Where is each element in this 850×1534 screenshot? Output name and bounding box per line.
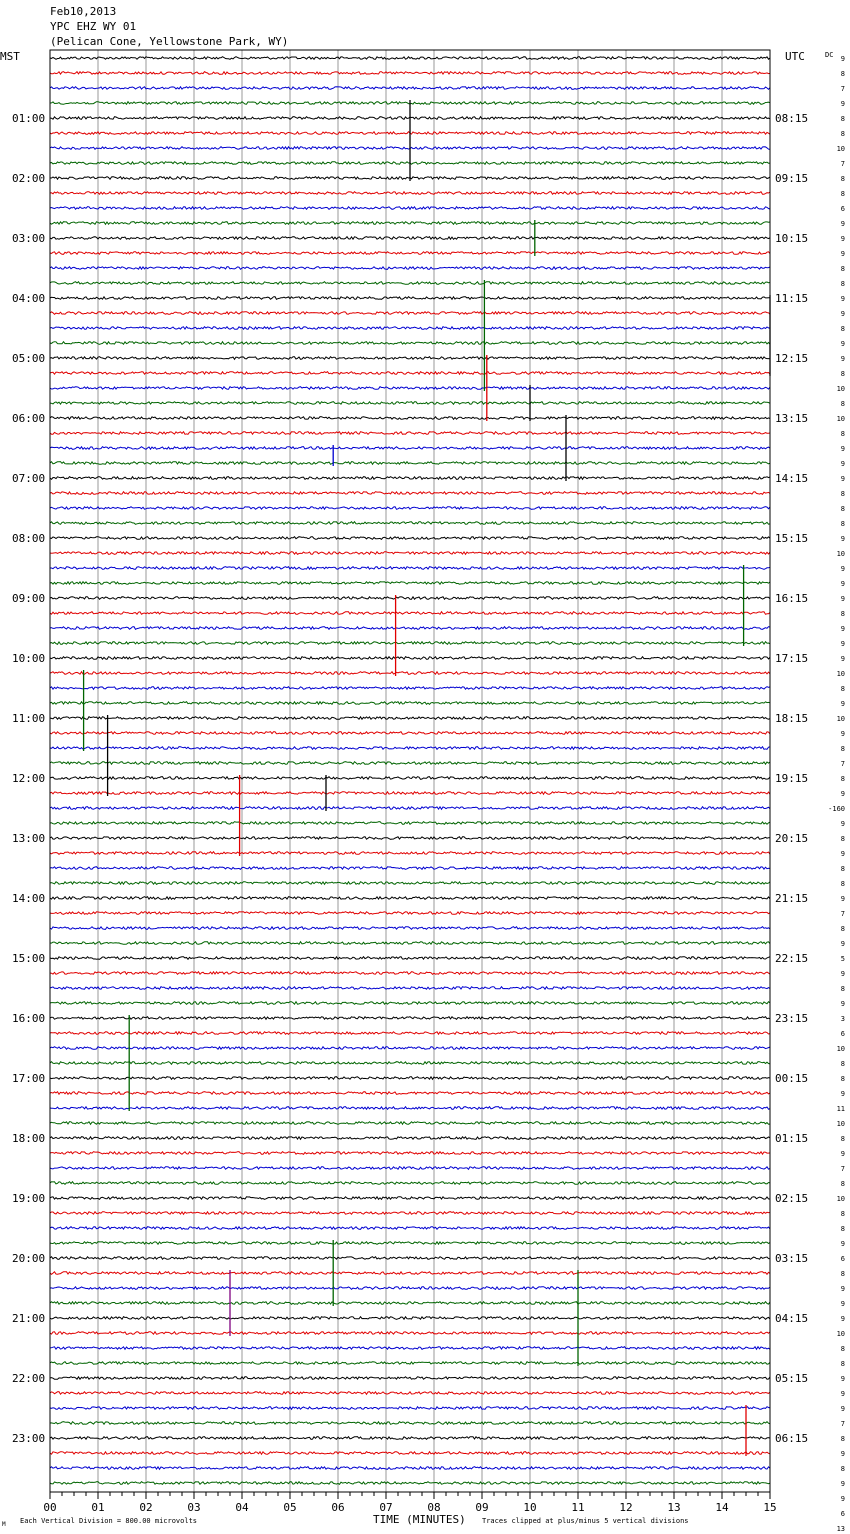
trace-row [50,537,770,540]
dc-offset: 10 [836,715,845,723]
trace-row [50,1422,770,1425]
utc-hour-label: 20:15 [775,832,809,845]
x-tick-label: 03 [187,1501,201,1514]
trace-row [50,1077,770,1080]
x-axis-label: TIME (MINUTES) [373,1513,466,1526]
utc-label: UTC [785,50,805,63]
trace-row [50,282,770,285]
trace-row [50,657,770,660]
mst-hour-label: 19:00 [12,1192,46,1205]
trace-row [50,447,770,450]
trace-row [50,1362,770,1365]
dc-offset: 9 [840,445,845,453]
trace-row [50,327,770,330]
trace-row [50,882,770,885]
dc-offset: 8 [840,1360,845,1368]
mst-hour-label: 05:00 [12,352,46,365]
dc-offset: 10 [836,1195,845,1203]
mst-hour-label: 13:00 [12,832,46,845]
mst-hour-label: 10:00 [12,652,46,665]
station-code: YPC EHZ WY 01 [50,20,137,33]
trace-row [50,897,770,900]
dc-offset: 9 [840,730,845,738]
trace-row [50,642,770,645]
mst-hour-label: 03:00 [12,232,46,245]
dc-offset: 8 [840,880,845,888]
mst-hour-label: 06:00 [12,412,46,425]
dc-offset: 8 [840,745,845,753]
dc-offset: 10 [836,385,845,393]
utc-hour-label: 22:15 [775,952,809,965]
trace-row [50,87,770,90]
dc-offset: 9 [840,355,845,363]
trace-row [50,1272,770,1275]
utc-hour-label: 04:15 [775,1312,809,1325]
trace-row [50,1437,770,1440]
dc-offset: 9 [840,220,845,228]
utc-hour-label: 21:15 [775,892,809,905]
trace-row [50,357,770,360]
dc-offset: 9 [840,535,845,543]
dc-offset: 8 [840,370,845,378]
trace-row [50,402,770,405]
x-tick-label: 15 [763,1501,777,1514]
trace-row [50,507,770,510]
dc-offset: 8 [840,190,845,198]
dc-offset: 6 [840,1030,845,1038]
trace-row [50,432,770,435]
dc-offset: 8 [840,985,845,993]
trace-row [50,972,770,975]
trace-row [50,1467,770,1470]
utc-hour-label: 19:15 [775,772,809,785]
utc-hour-label: 05:15 [775,1372,809,1385]
dc-offset: 5 [840,955,845,963]
utc-hour-label: 03:15 [775,1252,809,1265]
dc-offset: 9 [840,700,845,708]
dc-offset: 6 [840,205,845,213]
x-tick-label: 08 [427,1501,441,1514]
x-tick-label: 04 [235,1501,249,1514]
trace-row [50,1092,770,1095]
dc-offset: 8 [840,1135,845,1143]
dc-offset: 10 [836,1330,845,1338]
trace-row [50,312,770,315]
dc-offset: 9 [840,235,845,243]
mst-hour-label: 07:00 [12,472,46,485]
dc-offset: 8 [840,1075,845,1083]
minute-gridlines [98,50,722,1492]
utc-hour-label: 08:15 [775,112,809,125]
trace-row [50,192,770,195]
utc-hour-labels [775,112,808,1445]
dc-offset: 9 [840,250,845,258]
dc-offset: 6 [840,1255,845,1263]
dc-offset: 9 [840,1405,845,1413]
trace-row [50,837,770,840]
mst-hour-label: 09:00 [12,592,46,605]
dc-offset-labels [828,55,845,1534]
seismic-traces [50,57,770,1485]
trace-row [50,942,770,945]
dc-offset: 9 [840,340,845,348]
trace-row [50,822,770,825]
trace-row [50,522,770,525]
trace-row [50,1107,770,1110]
dc-offset: 9 [840,790,845,798]
trace-row [50,852,770,855]
dc-offset: 8 [840,610,845,618]
trace-row [50,267,770,270]
dc-offset: 9 [840,1000,845,1008]
utc-hour-label: 17:15 [775,652,809,665]
trace-row [50,72,770,75]
dc-offset: 7 [840,1165,845,1173]
mst-hour-label: 16:00 [12,1012,46,1025]
trace-row [50,912,770,915]
trace-row [50,1212,770,1215]
mst-hour-label: 17:00 [12,1072,46,1085]
dc-offset: 9 [840,640,845,648]
dc-offset: 8 [840,1345,845,1353]
utc-hour-label: 12:15 [775,352,809,365]
trace-row [50,1137,770,1140]
dc-offset: 9 [840,940,845,948]
trace-row [50,342,770,345]
trace-row [50,567,770,570]
trace-row [50,252,770,255]
trace-row [50,1257,770,1260]
trace-row [50,1407,770,1410]
dc-offset: 9 [840,1090,845,1098]
dc-offset: 8 [840,1210,845,1218]
dc-offset: 9 [840,1315,845,1323]
trace-row [50,1047,770,1050]
x-tick-label: 14 [715,1501,729,1514]
trace-row [50,1032,770,1035]
plot-frame [50,50,770,1492]
dc-offset: 8 [840,70,845,78]
dc-offset: 7 [840,160,845,168]
dc-offset: 8 [840,1435,845,1443]
trace-row [50,1167,770,1170]
mst-hour-label: 08:00 [12,532,46,545]
trace-row [50,687,770,690]
dc-offset: 9 [840,895,845,903]
trace-row [50,237,770,240]
trace-row [50,582,770,585]
trace-row [50,417,770,420]
trace-row [50,1452,770,1455]
mst-hour-label: 01:00 [12,112,46,125]
x-tick-label: 05 [283,1501,297,1514]
dc-offset: 9 [840,1375,845,1383]
mst-hour-labels [12,112,45,1445]
dc-offset: 9 [840,1495,845,1503]
dc-offset: 9 [840,475,845,483]
utc-hour-label: 11:15 [775,292,809,305]
trace-row [50,1197,770,1200]
x-tick-label: 09 [475,1501,489,1514]
dc-offset: 9 [840,625,845,633]
mst-hour-label: 04:00 [12,292,46,305]
dc-offset: 11 [836,1105,845,1113]
trace-row [50,627,770,630]
trace-row [50,702,770,705]
trace-row [50,1182,770,1185]
dc-offset: 8 [840,175,845,183]
dc-offset: 6 [840,1510,845,1518]
mst-hour-label: 14:00 [12,892,46,905]
trace-row [50,222,770,225]
trace-row [50,792,770,795]
trace-row [50,1242,770,1245]
x-tick-label: 01 [91,1501,105,1514]
x-tick-label: 02 [139,1501,153,1514]
dc-offset: 8 [840,490,845,498]
plot-date: Feb10,2013 [50,5,117,18]
trace-row [50,1332,770,1335]
trace-row [50,777,770,780]
dc-offset: 9 [840,970,845,978]
mst-hour-label: 23:00 [12,1432,46,1445]
utc-hour-label: 15:15 [775,532,809,545]
trace-row [50,867,770,870]
scale-note: Each Vertical Division = 800.00 microvolts [20,1517,198,1525]
utc-hour-label: 13:15 [775,412,809,425]
dc-offset: 9 [840,565,845,573]
dc-offset: 8 [840,685,845,693]
trace-row [50,1302,770,1305]
utc-hour-label: 02:15 [775,1192,809,1205]
utc-hour-label: 16:15 [775,592,809,605]
dc-offset: 9 [840,595,845,603]
dc-offset: 9 [840,1300,845,1308]
dc-offset: 9 [840,1150,845,1158]
trace-row [50,57,770,60]
dc-offset: 10 [836,145,845,153]
trace-row [50,1482,770,1485]
dc-offset: 9 [840,1390,845,1398]
dc-offset: 8 [840,280,845,288]
mst-hour-label: 15:00 [12,952,46,965]
trace-row [50,207,770,210]
utc-hour-label: 23:15 [775,1012,809,1025]
x-tick-label: 13 [667,1501,681,1514]
dc-offset: 8 [840,775,845,783]
utc-hour-label: 01:15 [775,1132,809,1145]
dc-offset: 10 [836,1120,845,1128]
x-tick-label: 12 [619,1501,633,1514]
dc-offset: 8 [840,1060,845,1068]
trace-row [50,1347,770,1350]
trace-row [50,957,770,960]
station-location: (Pelican Cone, Yellowstone Park, WY) [50,35,289,48]
mst-label: MST [0,50,20,63]
dc-offset: 10 [836,1045,845,1053]
dc-offset: 8 [840,400,845,408]
utc-hour-label: 18:15 [775,712,809,725]
trace-row [50,807,770,810]
dc-offset: 8 [840,1465,845,1473]
trace-row [50,1287,770,1290]
corner-mark: M [2,1521,6,1528]
dc-offset: 9 [840,100,845,108]
trace-row [50,987,770,990]
dc-offset: 8 [840,130,845,138]
trace-row [50,927,770,930]
dc-offset: -160 [828,805,845,813]
trace-row [50,672,770,675]
dc-offset: 9 [840,55,845,63]
mst-hour-label: 18:00 [12,1132,46,1145]
mst-hour-label: 22:00 [12,1372,46,1385]
trace-row [50,1152,770,1155]
trace-row [50,1122,770,1125]
trace-row [50,732,770,735]
x-tick-label: 00 [43,1501,57,1514]
mst-hour-label: 11:00 [12,712,46,725]
trace-row [50,552,770,555]
dc-offset: 9 [840,1240,845,1248]
mst-hour-label: 21:00 [12,1312,46,1325]
dc-offset: 7 [840,85,845,93]
dc-offset: 10 [836,670,845,678]
clip-note: Traces clipped at plus/minus 5 vertical divisions [482,1517,689,1525]
trace-row [50,747,770,750]
dc-offset: 8 [840,1180,845,1188]
utc-hour-label: 00:15 [775,1072,809,1085]
dc-offset: 8 [840,925,845,933]
utc-hour-label: 06:15 [775,1432,809,1445]
dc-offset: 9 [840,655,845,663]
x-tick-label: 07 [379,1501,393,1514]
utc-hour-label: 14:15 [775,472,809,485]
dc-offset: 8 [840,520,845,528]
trace-row [50,297,770,300]
dc-offset: 9 [840,850,845,858]
trace-row [50,477,770,480]
dc-offset: 8 [840,835,845,843]
dc-offset: 9 [840,460,845,468]
dc-offset: 9 [840,310,845,318]
dc-offset: 7 [840,910,845,918]
x-axis-ticks [43,1492,776,1514]
trace-row [50,372,770,375]
mst-hour-label: 20:00 [12,1252,46,1265]
dc-offset: 9 [840,295,845,303]
utc-hour-label: 10:15 [775,232,809,245]
utc-hour-label: 09:15 [775,172,809,185]
trace-row [50,1317,770,1320]
trace-row [50,1017,770,1020]
trace-row [50,612,770,615]
dc-offset: 10 [836,550,845,558]
dc-offset: 8 [840,115,845,123]
dc-offset: 9 [840,580,845,588]
trace-row [50,717,770,720]
mst-hour-label: 12:00 [12,772,46,785]
trace-row [50,762,770,765]
trace-row [50,1392,770,1395]
dc-offset: 8 [840,325,845,333]
trace-row [50,1002,770,1005]
dc-offset: 10 [836,415,845,423]
dc-offset: 8 [840,1270,845,1278]
dc-offset: 8 [840,505,845,513]
trace-row [50,387,770,390]
trace-row [50,1377,770,1380]
dc-offset: 8 [840,265,845,273]
trace-row [50,462,770,465]
dc-offset: 9 [840,1450,845,1458]
trace-row [50,1062,770,1065]
dc-offset: 3 [840,1015,845,1023]
x-tick-label: 06 [331,1501,345,1514]
dc-offset: 8 [840,1225,845,1233]
trace-row [50,1227,770,1230]
dc-offset: 9 [840,1285,845,1293]
dc-offset: 8 [840,430,845,438]
dc-offset: 8 [840,865,845,873]
x-tick-label: 10 [523,1501,537,1514]
x-tick-label: 11 [571,1501,585,1514]
dc-offset: 9 [840,820,845,828]
trace-row [50,492,770,495]
dc-offset: 9 [840,1480,845,1488]
trace-row [50,597,770,600]
mst-hour-label: 02:00 [12,172,46,185]
dc-offset: 7 [840,1420,845,1428]
dc-offset: 7 [840,760,845,768]
dc-offset: 13 [836,1525,845,1533]
dc-label: DC [825,51,834,59]
